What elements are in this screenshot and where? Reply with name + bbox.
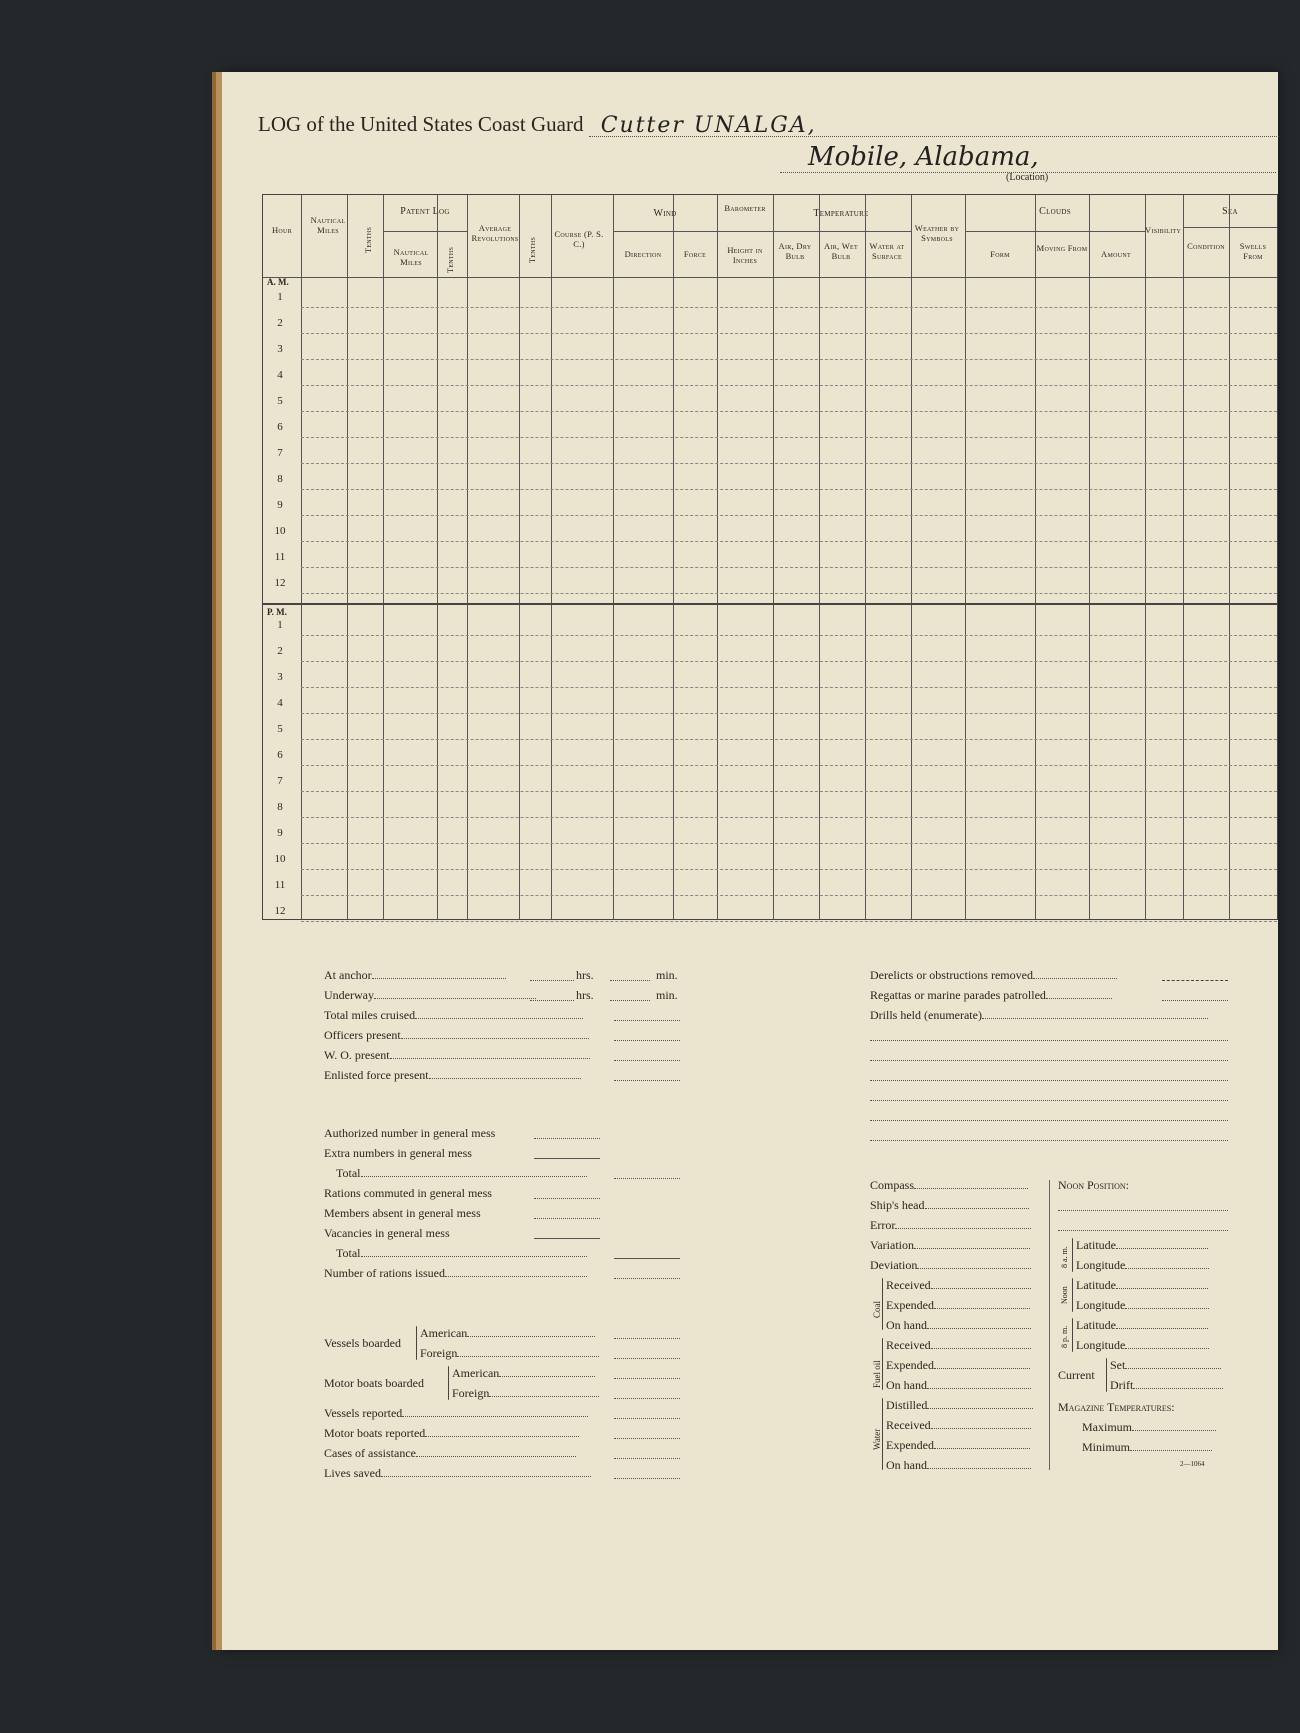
col-average-revolutions: Average Revolutions [471,223,519,243]
wo-row: W. O. present [324,1048,590,1066]
am-label: A. M. [267,277,289,287]
hour-label: 10 [274,853,286,865]
coal-on-hand-row: On hand [886,1318,1031,1336]
regattas-row: Regattas or marine parades patrolled [870,988,1112,1006]
grid-column-line [1089,195,1090,919]
fuel-oil-label: Fuel oil [872,1360,882,1388]
location-handwritten: Mobile, Alabama, [808,142,1039,172]
hour-label: 2 [277,645,283,657]
total-miles-row: Total miles cruised [324,1008,583,1026]
drills-row: Drills held (enumerate) [870,1008,1208,1026]
patent-log-divider [383,231,467,232]
coal-received-row: Received [886,1278,1031,1296]
col-clouds-amount: Amount [1101,249,1131,259]
pm-row-line [301,791,1277,792]
col-sea-swells-from: Swells From [1239,241,1267,261]
grid-column-line [347,195,348,919]
pm-row-line [301,765,1277,766]
ships-head-row: Ship's head [870,1198,1029,1216]
water-on-hand-row: On hand [886,1458,1031,1476]
col-sea-condition: Condition [1187,241,1225,251]
vessel-name: Cutter UNALGA, [600,113,817,138]
noon-longitude-row: Longitude [1076,1298,1209,1316]
hour-label: 3 [277,671,283,683]
noon-latitude-row: Latitude [1076,1278,1208,1296]
clouds-divider [965,231,1145,232]
hour-label: 5 [277,395,283,407]
underway-row: Underway [324,988,536,1006]
col-hour: Hour [271,225,292,235]
am-row-line [301,333,1277,334]
col-rev-tenths: Tenths [527,236,537,264]
pm-row-line [301,843,1277,844]
hour-label: 8 [277,473,283,485]
fuel-received-row: Received [886,1338,1031,1356]
am-row-line [301,567,1277,568]
current-set-row: Set [1110,1358,1221,1376]
grid-column-line [437,195,438,919]
pm-row-line [301,895,1277,896]
col-clouds-moving-from: Moving From [1036,243,1088,253]
am-row-line [301,385,1277,386]
pm-row-line [301,921,1277,922]
am-row-line [301,593,1277,594]
col-wind-direction: Direction [624,249,662,259]
col-sea: Sea [1222,206,1238,217]
hour-label: 1 [277,291,283,303]
am-row-line [301,307,1277,308]
min-label: min. [656,968,678,982]
grid-column-line [673,195,674,919]
am-row-line [301,515,1277,516]
motor-foreign-row: Foreign [452,1386,599,1404]
col-tenths: Tenths [363,226,373,254]
hour-label: 5 [277,723,283,735]
noon-position-heading: Noon Position: [1058,1178,1130,1192]
grid-column-line [467,195,468,919]
grid-column-line [551,195,552,919]
total2-row: Total [336,1246,587,1264]
hour-label: 2 [277,317,283,329]
water-distilled-row: Distilled [886,1398,1033,1416]
grid-column-line [519,195,520,919]
am-pm-separator [263,603,1277,605]
water-label: Water [872,1428,882,1450]
grid-column-line [1229,195,1230,919]
vessel-line [589,113,1279,138]
pm-row-line [301,869,1277,870]
derelicts-row: Derelicts or obstructions removed [870,968,1117,986]
pm-row-line [301,661,1277,662]
hour-label: 4 [277,369,283,381]
am8-latitude-row: Latitude [1076,1238,1208,1256]
motor-american-row: American [452,1366,595,1384]
grid-column-line [1035,195,1036,919]
water-expended-row: Expended [886,1438,1030,1456]
pm8-latitude-row: Latitude [1076,1318,1208,1336]
magazine-minimum-row: Minimum [1082,1440,1212,1458]
vessels-foreign-row: Foreign [420,1346,599,1364]
fuel-expended-row: Expended [886,1358,1030,1376]
col-air-wet-bulb: Air, Wet Bulb [824,241,858,261]
assistance-row: Cases of assistance [324,1446,576,1464]
variation-row: Variation [870,1238,1030,1256]
magazine-heading: Magazine Temperatures: [1058,1400,1175,1414]
hour-label: 6 [277,421,283,433]
hour-label: 12 [274,577,286,589]
hour-label: 8 [277,801,283,813]
grid-column-line [1183,195,1184,919]
barometer-divider [717,231,773,232]
extra-row: Extra numbers in general mess [324,1146,472,1160]
col-patent-log: Patent Log [400,206,450,217]
hour-label: 12 [274,905,286,917]
hour-label: 6 [277,749,283,761]
error-row: Error [870,1218,1031,1236]
col-wind: Wind [653,208,677,219]
compass-row: Compass [870,1178,1028,1196]
col-nautical-miles: Nautical Miles [310,215,346,235]
am-row-line [301,437,1277,438]
col-weather-by-symbols: Weather by Symbols [914,223,960,243]
pm8-label: 8 p. m. [1060,1325,1069,1348]
coal-label: Coal [872,1301,882,1318]
am-row-line [301,489,1277,490]
grid-column-line [613,195,614,919]
am-row-line [301,359,1277,360]
am-row-line [301,541,1277,542]
vessels-reported-row: Vessels reported [324,1406,588,1424]
pm-label: P. M. [267,607,287,617]
grid-column-line [717,195,718,919]
current-label: Current [1058,1368,1095,1382]
col-clouds-form: Form [990,249,1010,259]
col-height-in-inches: Height in Inches [727,245,763,265]
authorized-row: Authorized number in general mess [324,1126,496,1140]
hour-label: 9 [277,499,283,511]
motor-reported-row: Motor boats reported [324,1426,579,1444]
noon-label: Noon [1060,1286,1069,1304]
col-wind-force: Force [683,249,707,259]
am8-label: 8 a. m. [1060,1246,1069,1268]
magazine-maximum-row: Maximum [1082,1420,1216,1438]
current-drift-row: Drift [1110,1378,1223,1396]
sea-divider [1183,227,1277,228]
grid-column-line [865,195,866,919]
enlisted-row: Enlisted force present [324,1068,581,1086]
hour-label: 3 [277,343,283,355]
pm-row-line [301,817,1277,818]
grid-column-line [773,195,774,919]
col-temperature: Temperature [813,208,869,219]
pm-row-line [301,739,1277,740]
col-patent-tenths: Tenths [445,246,455,274]
vacancies-row: Vacancies in general mess [324,1226,450,1240]
location-line [780,144,1276,173]
col-visibility: Visibility [1145,225,1182,235]
am8-longitude-row: Longitude [1076,1258,1209,1276]
am-row-line [301,411,1277,412]
absent-row: Members absent in general mess [324,1206,481,1220]
hour-label: 11 [274,551,286,563]
officers-row: Officers present [324,1028,589,1046]
grid-column-line [819,195,820,919]
pm-row-line [301,713,1277,714]
title-text: LOG of the United States Coast Guard [258,112,584,136]
col-barometer: Barometer [724,203,766,213]
total-row: Total [336,1166,587,1184]
navigation-divider [1049,1180,1050,1470]
location-caption: (Location) [1006,172,1049,183]
hour-label: 11 [274,879,286,891]
water-received-row: Received [886,1418,1031,1436]
log-title [258,112,1279,137]
header-bottom-line [263,277,1277,278]
col-air-dry-bulb: Air, Dry Bulb [778,241,812,261]
col-water-at-surface: Water at Surface [869,241,905,261]
motor-boarded-row: Motor boats boarded [324,1376,424,1390]
wind-divider [613,231,717,232]
hour-label: 1 [277,619,283,631]
temperature-divider [773,231,911,232]
hour-label: 7 [277,447,283,459]
pm-row-line [301,687,1277,688]
form-number: 2—1064 [1180,1460,1205,1468]
lives-row: Lives saved [324,1466,591,1484]
deviation-row: Deviation [870,1258,1031,1276]
hour-label: 10 [274,525,286,537]
commuted-row: Rations commuted in general mess [324,1186,492,1200]
hourly-log-table [262,194,1278,920]
hour-label: 4 [277,697,283,709]
vessels-american-row: American [420,1326,595,1344]
at-anchor-row: At anchor [324,968,506,986]
pm8-longitude-row: Longitude [1076,1338,1209,1356]
hour-label: 7 [277,775,283,787]
hour-label: 9 [277,827,283,839]
col-clouds: Clouds [1039,206,1071,217]
grid-column-line [1145,195,1146,919]
pm-row-line [301,635,1277,636]
grid-column-line [301,195,302,919]
hrs-label: hrs. [576,968,594,982]
coal-expended-row: Expended [886,1298,1030,1316]
grid-column-line [965,195,966,919]
col-patent-nautical-miles: Nautical Miles [393,247,429,267]
rations-issued-row: Number of rations issued [324,1266,587,1284]
fuel-on-hand-row: On hand [886,1378,1031,1396]
col-course: Course (P. S. C.) [554,229,604,249]
am-row-line [301,463,1277,464]
grid-column-line [383,195,384,919]
vessels-boarded-row: Vessels boarded [324,1336,401,1350]
grid-column-line [911,195,912,919]
